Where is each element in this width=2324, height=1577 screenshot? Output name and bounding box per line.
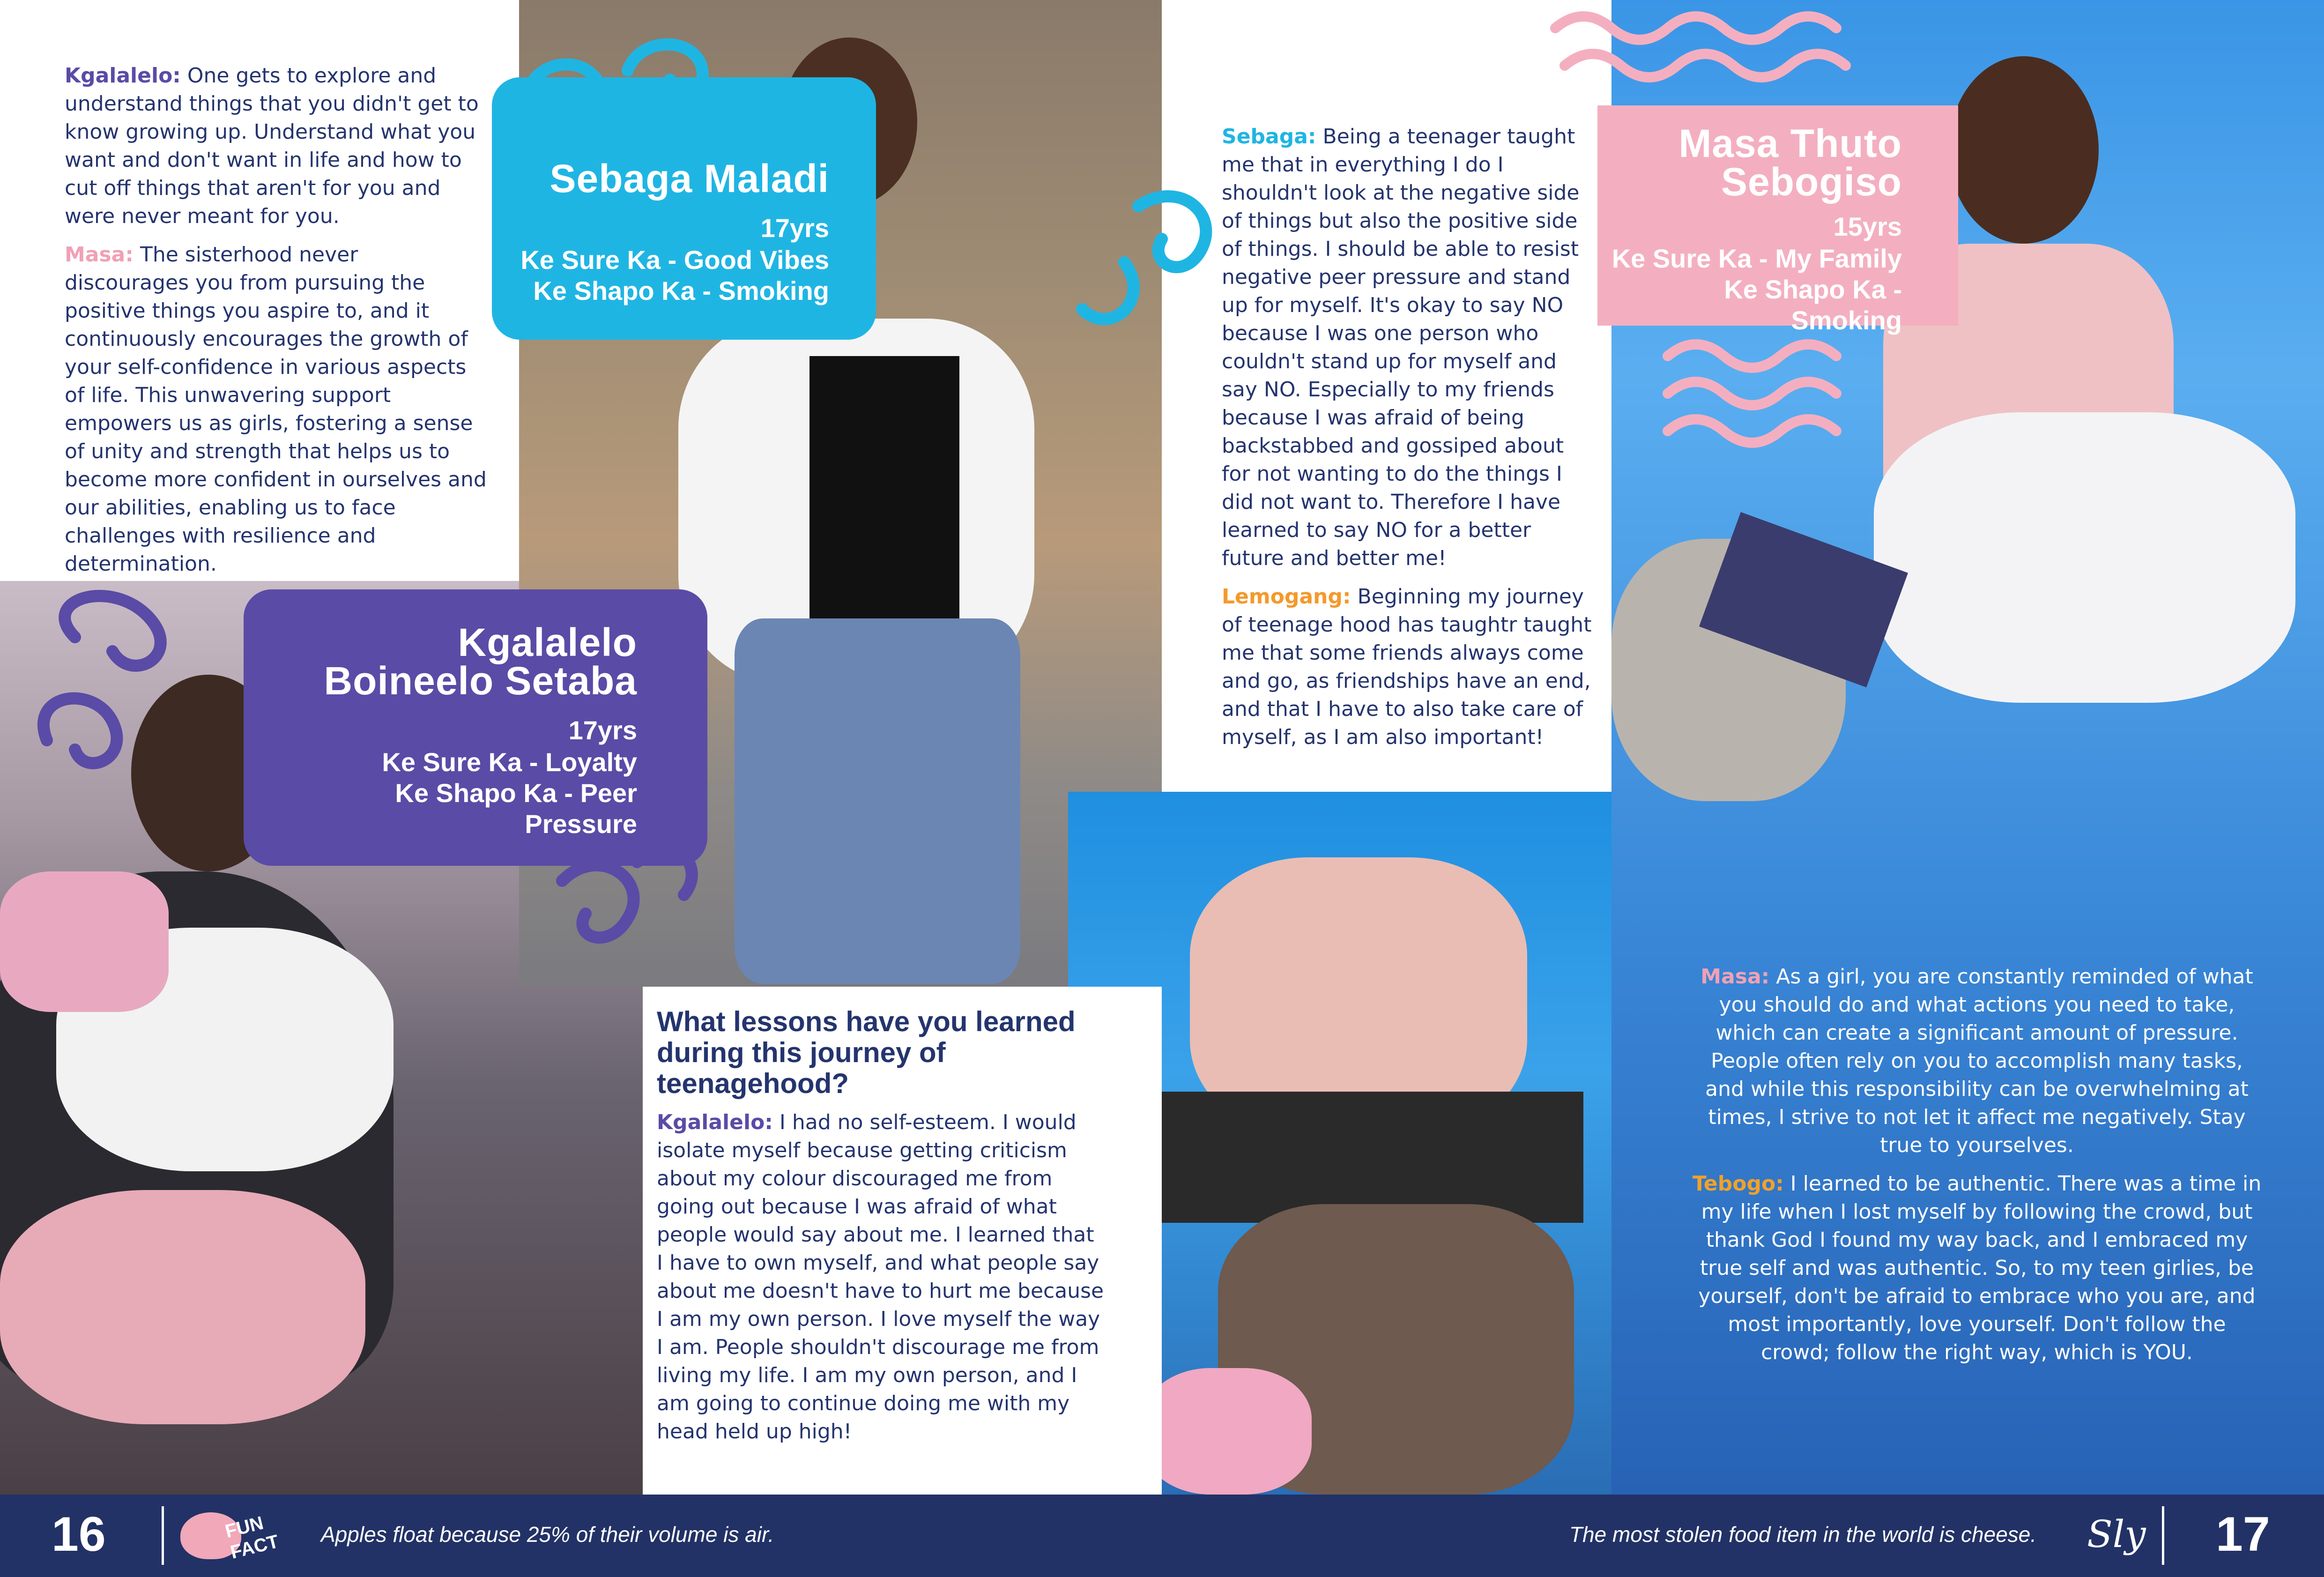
answer-text: One gets to explore and understand things that you didn't get to know growing up. Understand what you want and don't want in life and how to cut off things that aren't for you and were never meant for you. xyxy=(65,64,479,228)
profile-shapo: Ke Shapo Ka - Smoking xyxy=(1724,275,1902,335)
profile-age: 17yrs xyxy=(760,213,829,243)
nametag-kgalalelo xyxy=(262,620,637,840)
profile-shapo-line2: Pressure xyxy=(525,809,637,839)
profile-sure: Ke Sure Ka - Loyalty xyxy=(382,747,637,777)
speaker-label: Sebaga: xyxy=(1222,125,1316,149)
answer-text: I had no self-esteem. I would isolate myself because getting criticism about my colour discouraged me from going out because I was afraid of what people would say about me. I learned that I have to own myself, and what people say about me doesn't have to hurt me because I am my own person. I love myself the way I am. People shouldn't discourage me from living my life. I am my own person, and I am going to continue doing me with my head held up high! xyxy=(657,1110,1104,1443)
profile-sure: Ke Sure Ka - Good Vibes xyxy=(520,245,829,275)
profile-age: 17yrs xyxy=(568,715,637,745)
profile-name-line1: Kgalalelo xyxy=(458,620,637,664)
closing-answers xyxy=(1691,963,2263,1377)
profile-age: 15yrs xyxy=(1833,212,1902,241)
fun-fact-right: The most stolen food item in the world is cheese. xyxy=(1569,1522,2037,1547)
profile-shapo-line1: Ke Shapo Ka - Peer xyxy=(395,778,637,808)
answer-sebaga xyxy=(1222,123,1592,573)
answer-text: Beginning my journey of teenage hood has taughtr taught me that some friends always come and go, as friendships have an end, and that I have to also take care of myself, as I am also important! xyxy=(1222,585,1592,749)
answer-text: The sisterhood never discourages you from pursuing the positive things you aspire to, and it continuously encourages the growth of your self-confidence in various aspects of life. This unwavering support empowers us as girls, fostering a sense of unity and strength that helps us to become more confident in ourselves and our abilities, enabling us to face challenges with resilience and determination. xyxy=(65,243,487,576)
answer-kgalalelo xyxy=(657,1108,1106,1446)
footer-divider-right xyxy=(2162,1506,2164,1565)
question-section xyxy=(657,1006,1106,1456)
fun-fact-label: FUN FACT xyxy=(223,1512,281,1563)
question-heading: What lessons have you learned during this journey of teenagehood? xyxy=(657,1006,1076,1099)
right-answers xyxy=(1222,123,1592,762)
speaker-label: Kgalalelo: xyxy=(65,64,181,88)
footer-divider-left xyxy=(162,1506,164,1565)
speaker-label: Masa: xyxy=(1700,965,1770,989)
intro-answers xyxy=(65,62,489,588)
profile-name-line2: Boineelo Setaba xyxy=(324,659,637,703)
answer-text: As a girl, you are constantly reminded of what you should do and what actions you need to take, which can create a significant amount of pressure. People often rely on you to accomplish many tasks, and while this responsibility can be overwhelming at times, I strive to not let it affect me negatively. Stay true to yourselves. xyxy=(1705,965,2253,1157)
answer-kgalalelo xyxy=(65,62,489,231)
nametag-masa xyxy=(1607,121,1902,336)
answer-text: I learned to be authentic. There was a time in my life when I lost myself by following the crowd, but thank God I found my way back, and I embraced my true self and was authentic. So, to my teen girlies, be yourself, don't be afraid to embrace who you are, and most importantly, love yourself. Don't follow the crowd; follow the right way, which is YOU. xyxy=(1698,1172,2262,1364)
speaker-label: Kgalalelo: xyxy=(657,1110,773,1134)
speaker-label: Masa: xyxy=(65,243,134,267)
profile-sure: Ke Sure Ka - My Family xyxy=(1611,244,1902,273)
page-number-right: 17 xyxy=(2216,1507,2270,1562)
speaker-label: Tebogo: xyxy=(1692,1172,1784,1196)
profile-name: Sebaga Maladi xyxy=(549,156,829,201)
nametag-sebaga xyxy=(497,156,829,306)
answer-tebogo xyxy=(1691,1170,2263,1367)
magazine-logo: Sly xyxy=(2087,1512,2146,1556)
page-number-left: 16 xyxy=(52,1507,106,1562)
speaker-label: Lemogang: xyxy=(1222,585,1351,609)
answer-masa xyxy=(65,241,489,578)
profile-name-line1: Masa Thuto xyxy=(1678,121,1902,165)
profile-name-line2: Sebogiso xyxy=(1721,160,1902,204)
answer-text: Being a teenager taught me that in everything I do I shouldn't look at the negative side of things but also the positive side of things. I should be able to resist negative peer pressure and stand up for myself. It's okay to say NO because I was one person who couldn't stand up for myself and say NO. Especially to my friends because I was afraid of being backstabbed and gossiped about for not wanting to do the things I did not want to. Therefore I have learned to say NO for a better future and better me! xyxy=(1222,125,1580,570)
answer-masa xyxy=(1691,963,2263,1160)
profile-shapo: Ke Shapo Ka - Smoking xyxy=(533,276,829,305)
fun-fact-badge xyxy=(180,1508,297,1566)
answer-lemogang xyxy=(1222,583,1592,751)
fun-fact-left: Apples float because 25% of their volume is air. xyxy=(321,1522,774,1547)
